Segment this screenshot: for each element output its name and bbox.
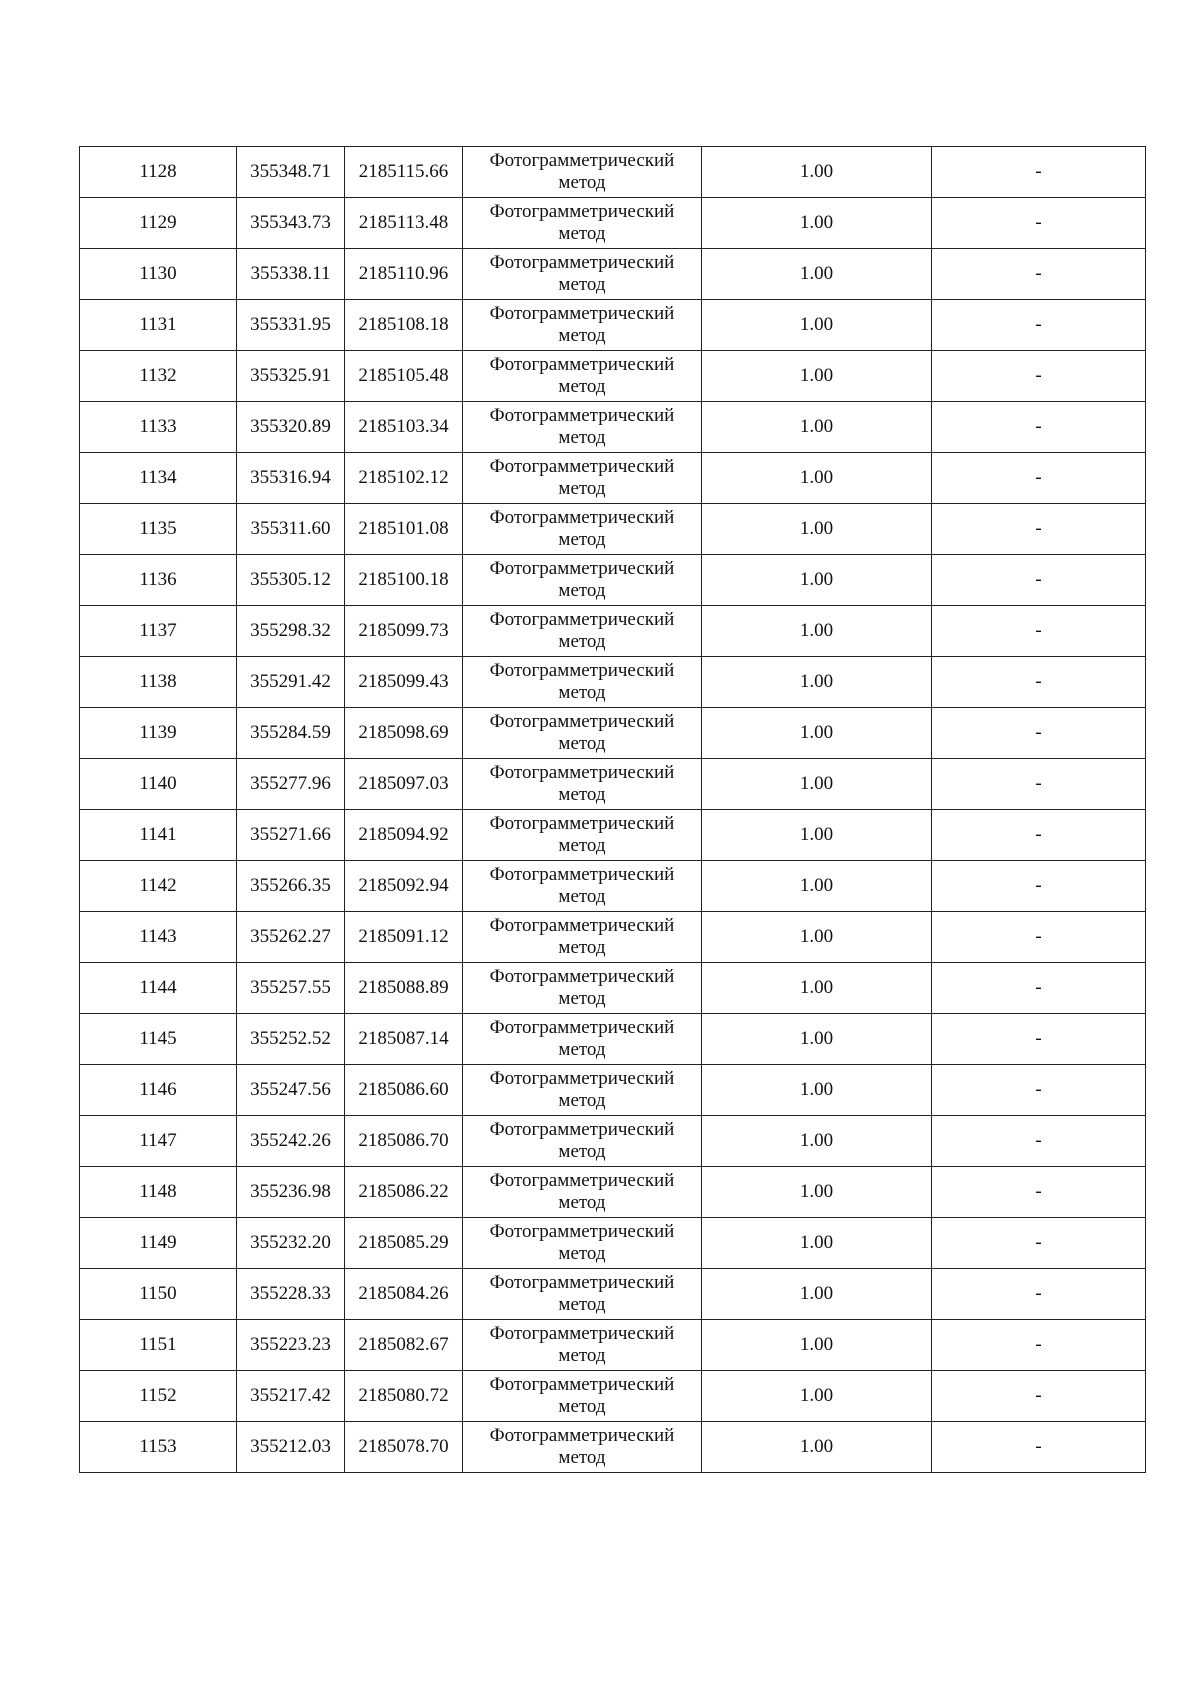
- table-row: [80, 402, 1146, 453]
- y-coordinate-cell: 2185086.70: [345, 1116, 463, 1167]
- table-row: [80, 300, 1146, 351]
- note-cell: -: [932, 1371, 1146, 1422]
- table-row: [80, 1422, 1146, 1473]
- table-row: [80, 147, 1146, 198]
- method-text-line2: метод: [558, 274, 606, 295]
- table-row: [80, 759, 1146, 810]
- method-text-line2: метод: [558, 631, 606, 652]
- method-text-line2: метод: [558, 733, 606, 754]
- y-coordinate-cell: 2185099.73: [345, 606, 463, 657]
- table-row: [80, 555, 1146, 606]
- method-cell: [463, 1014, 702, 1065]
- method-cell: [463, 708, 702, 759]
- accuracy-cell: 1.00: [702, 1269, 932, 1320]
- accuracy-cell: 1.00: [702, 606, 932, 657]
- x-coordinate-cell: 355228.33: [237, 1269, 345, 1320]
- y-coordinate-cell: 2185084.26: [345, 1269, 463, 1320]
- y-coordinate-cell: 2185113.48: [345, 198, 463, 249]
- point-number-cell: 1148: [80, 1167, 237, 1218]
- table-row: [80, 606, 1146, 657]
- point-number-cell: 1149: [80, 1218, 237, 1269]
- y-coordinate-cell: 2185101.08: [345, 504, 463, 555]
- accuracy-cell: 1.00: [702, 1167, 932, 1218]
- accuracy-cell: 1.00: [702, 1065, 932, 1116]
- table-row: [80, 1014, 1146, 1065]
- note-cell: -: [932, 1014, 1146, 1065]
- method-cell: [463, 810, 702, 861]
- x-coordinate-cell: 355242.26: [237, 1116, 345, 1167]
- table-row: [80, 657, 1146, 708]
- x-coordinate-cell: 355223.23: [237, 1320, 345, 1371]
- note-cell: -: [932, 453, 1146, 504]
- note-cell: -: [932, 1269, 1146, 1320]
- accuracy-cell: 1.00: [702, 300, 932, 351]
- accuracy-cell: 1.00: [702, 453, 932, 504]
- method-text-line1: Фотограмметрический: [489, 1170, 675, 1191]
- point-number-cell: 1143: [80, 912, 237, 963]
- table-row: [80, 453, 1146, 504]
- method-text-line2: метод: [558, 1243, 606, 1264]
- note-cell: -: [932, 1167, 1146, 1218]
- method-text-line1: Фотограмметрический: [489, 507, 675, 528]
- y-coordinate-cell: 2185082.67: [345, 1320, 463, 1371]
- note-cell: -: [932, 300, 1146, 351]
- note-cell: -: [932, 1320, 1146, 1371]
- method-text-line1: Фотограмметрический: [489, 252, 675, 273]
- y-coordinate-cell: 2185115.66: [345, 147, 463, 198]
- x-coordinate-cell: 355277.96: [237, 759, 345, 810]
- method-cell: [463, 1116, 702, 1167]
- point-number-cell: 1129: [80, 198, 237, 249]
- accuracy-cell: 1.00: [702, 1218, 932, 1269]
- y-coordinate-cell: 2185088.89: [345, 963, 463, 1014]
- point-number-cell: 1147: [80, 1116, 237, 1167]
- method-text-line2: метод: [558, 478, 606, 499]
- method-cell: [463, 300, 702, 351]
- point-number-cell: 1153: [80, 1422, 237, 1473]
- method-cell: [463, 1320, 702, 1371]
- x-coordinate-cell: 355316.94: [237, 453, 345, 504]
- method-cell: [463, 1422, 702, 1473]
- x-coordinate-cell: 355348.71: [237, 147, 345, 198]
- y-coordinate-cell: 2185086.60: [345, 1065, 463, 1116]
- method-cell: [463, 861, 702, 912]
- note-cell: -: [932, 147, 1146, 198]
- table-row: [80, 1371, 1146, 1422]
- x-coordinate-cell: 355217.42: [237, 1371, 345, 1422]
- point-number-cell: 1144: [80, 963, 237, 1014]
- point-number-cell: 1145: [80, 1014, 237, 1065]
- method-text-line2: метод: [558, 1090, 606, 1111]
- method-text-line2: метод: [558, 1294, 606, 1315]
- method-text-line1: Фотограмметрический: [489, 1323, 675, 1344]
- method-text-line1: Фотограмметрический: [489, 813, 675, 834]
- method-cell: [463, 249, 702, 300]
- method-text-line2: метод: [558, 529, 606, 550]
- x-coordinate-cell: 355271.66: [237, 810, 345, 861]
- y-coordinate-cell: 2185078.70: [345, 1422, 463, 1473]
- method-text-line1: Фотограмметрический: [489, 303, 675, 324]
- method-text-line2: метод: [558, 886, 606, 907]
- method-cell: [463, 657, 702, 708]
- coordinates-table: [79, 146, 1146, 1473]
- method-cell: [463, 1269, 702, 1320]
- method-text-line1: Фотограмметрический: [489, 762, 675, 783]
- x-coordinate-cell: 355311.60: [237, 504, 345, 555]
- method-text-line1: Фотограмметрический: [489, 1221, 675, 1242]
- method-text-line1: Фотограмметрический: [489, 1119, 675, 1140]
- point-number-cell: 1142: [80, 861, 237, 912]
- accuracy-cell: 1.00: [702, 198, 932, 249]
- method-text-line1: Фотограмметрический: [489, 456, 675, 477]
- accuracy-cell: 1.00: [702, 657, 932, 708]
- accuracy-cell: 1.00: [702, 963, 932, 1014]
- method-cell: [463, 351, 702, 402]
- method-text-line2: метод: [558, 223, 606, 244]
- method-text-line1: Фотограмметрический: [489, 1068, 675, 1089]
- method-text-line2: метод: [558, 580, 606, 601]
- method-cell: [463, 402, 702, 453]
- x-coordinate-cell: 355266.35: [237, 861, 345, 912]
- x-coordinate-cell: 355284.59: [237, 708, 345, 759]
- accuracy-cell: 1.00: [702, 1014, 932, 1065]
- x-coordinate-cell: 355320.89: [237, 402, 345, 453]
- method-text-line1: Фотограмметрический: [489, 660, 675, 681]
- method-text-line2: метод: [558, 682, 606, 703]
- point-number-cell: 1135: [80, 504, 237, 555]
- accuracy-cell: 1.00: [702, 1422, 932, 1473]
- x-coordinate-cell: 355236.98: [237, 1167, 345, 1218]
- accuracy-cell: 1.00: [702, 147, 932, 198]
- x-coordinate-cell: 355291.42: [237, 657, 345, 708]
- method-text-line2: метод: [558, 427, 606, 448]
- note-cell: -: [932, 657, 1146, 708]
- table-row: [80, 1065, 1146, 1116]
- point-number-cell: 1151: [80, 1320, 237, 1371]
- method-cell: [463, 147, 702, 198]
- y-coordinate-cell: 2185108.18: [345, 300, 463, 351]
- method-cell: [463, 504, 702, 555]
- x-coordinate-cell: 355343.73: [237, 198, 345, 249]
- y-coordinate-cell: 2185080.72: [345, 1371, 463, 1422]
- point-number-cell: 1141: [80, 810, 237, 861]
- method-text-line2: метод: [558, 784, 606, 805]
- note-cell: -: [932, 1422, 1146, 1473]
- method-text-line2: метод: [558, 1447, 606, 1468]
- y-coordinate-cell: 2185105.48: [345, 351, 463, 402]
- x-coordinate-cell: 355305.12: [237, 555, 345, 606]
- accuracy-cell: 1.00: [702, 402, 932, 453]
- point-number-cell: 1150: [80, 1269, 237, 1320]
- accuracy-cell: 1.00: [702, 810, 932, 861]
- accuracy-cell: 1.00: [702, 1320, 932, 1371]
- table-row: [80, 810, 1146, 861]
- point-number-cell: 1152: [80, 1371, 237, 1422]
- method-cell: [463, 1167, 702, 1218]
- x-coordinate-cell: 355262.27: [237, 912, 345, 963]
- accuracy-cell: 1.00: [702, 555, 932, 606]
- table-row: [80, 963, 1146, 1014]
- method-text-line1: Фотограмметрический: [489, 1425, 675, 1446]
- y-coordinate-cell: 2185100.18: [345, 555, 463, 606]
- y-coordinate-cell: 2185097.03: [345, 759, 463, 810]
- method-text-line1: Фотограмметрический: [489, 609, 675, 630]
- note-cell: -: [932, 402, 1146, 453]
- note-cell: -: [932, 963, 1146, 1014]
- table-row: [80, 1116, 1146, 1167]
- table-row: [80, 1218, 1146, 1269]
- method-text-line1: Фотограмметрический: [489, 150, 675, 171]
- point-number-cell: 1131: [80, 300, 237, 351]
- method-text-line2: метод: [558, 1192, 606, 1213]
- point-number-cell: 1146: [80, 1065, 237, 1116]
- table-row: [80, 1167, 1146, 1218]
- accuracy-cell: 1.00: [702, 759, 932, 810]
- note-cell: -: [932, 606, 1146, 657]
- method-cell: [463, 606, 702, 657]
- method-text-line2: метод: [558, 172, 606, 193]
- table-row: [80, 912, 1146, 963]
- method-text-line2: метод: [558, 835, 606, 856]
- accuracy-cell: 1.00: [702, 1116, 932, 1167]
- table-row: [80, 198, 1146, 249]
- note-cell: -: [932, 504, 1146, 555]
- x-coordinate-cell: 355338.11: [237, 249, 345, 300]
- table-row: [80, 1269, 1146, 1320]
- accuracy-cell: 1.00: [702, 912, 932, 963]
- note-cell: -: [932, 351, 1146, 402]
- point-number-cell: 1139: [80, 708, 237, 759]
- coordinates-table-body: [80, 147, 1146, 1473]
- method-text-line1: Фотограмметрический: [489, 864, 675, 885]
- note-cell: -: [932, 1116, 1146, 1167]
- method-text-line2: метод: [558, 937, 606, 958]
- note-cell: -: [932, 861, 1146, 912]
- method-text-line1: Фотограмметрический: [489, 354, 675, 375]
- point-number-cell: 1132: [80, 351, 237, 402]
- y-coordinate-cell: 2185099.43: [345, 657, 463, 708]
- method-text-line1: Фотограмметрический: [489, 201, 675, 222]
- y-coordinate-cell: 2185091.12: [345, 912, 463, 963]
- x-coordinate-cell: 355252.52: [237, 1014, 345, 1065]
- method-text-line1: Фотограмметрический: [489, 405, 675, 426]
- y-coordinate-cell: 2185098.69: [345, 708, 463, 759]
- method-cell: [463, 759, 702, 810]
- y-coordinate-cell: 2185086.22: [345, 1167, 463, 1218]
- method-cell: [463, 912, 702, 963]
- x-coordinate-cell: 355232.20: [237, 1218, 345, 1269]
- accuracy-cell: 1.00: [702, 861, 932, 912]
- method-text-line2: метод: [558, 988, 606, 1009]
- method-text-line2: метод: [558, 1141, 606, 1162]
- accuracy-cell: 1.00: [702, 1371, 932, 1422]
- x-coordinate-cell: 355212.03: [237, 1422, 345, 1473]
- method-cell: [463, 1371, 702, 1422]
- method-cell: [463, 453, 702, 504]
- x-coordinate-cell: 355247.56: [237, 1065, 345, 1116]
- table-row: [80, 1320, 1146, 1371]
- table-row: [80, 249, 1146, 300]
- note-cell: -: [932, 708, 1146, 759]
- y-coordinate-cell: 2185110.96: [345, 249, 463, 300]
- note-cell: -: [932, 759, 1146, 810]
- method-text-line2: метод: [558, 1396, 606, 1417]
- method-text-line1: Фотограмметрический: [489, 558, 675, 579]
- method-cell: [463, 198, 702, 249]
- y-coordinate-cell: 2185102.12: [345, 453, 463, 504]
- accuracy-cell: 1.00: [702, 351, 932, 402]
- y-coordinate-cell: 2185094.92: [345, 810, 463, 861]
- table-row: [80, 861, 1146, 912]
- method-text-line2: метод: [558, 325, 606, 346]
- method-text-line1: Фотограмметрический: [489, 1017, 675, 1038]
- note-cell: -: [932, 912, 1146, 963]
- accuracy-cell: 1.00: [702, 504, 932, 555]
- method-text-line1: Фотограмметрический: [489, 915, 675, 936]
- table-row: [80, 708, 1146, 759]
- point-number-cell: 1138: [80, 657, 237, 708]
- x-coordinate-cell: 355298.32: [237, 606, 345, 657]
- y-coordinate-cell: 2185087.14: [345, 1014, 463, 1065]
- x-coordinate-cell: 355257.55: [237, 963, 345, 1014]
- point-number-cell: 1128: [80, 147, 237, 198]
- method-cell: [463, 555, 702, 606]
- table-row: [80, 351, 1146, 402]
- method-text-line1: Фотограмметрический: [489, 966, 675, 987]
- point-number-cell: 1130: [80, 249, 237, 300]
- table-row: [80, 504, 1146, 555]
- accuracy-cell: 1.00: [702, 708, 932, 759]
- note-cell: -: [932, 198, 1146, 249]
- method-cell: [463, 1218, 702, 1269]
- note-cell: -: [932, 249, 1146, 300]
- point-number-cell: 1137: [80, 606, 237, 657]
- method-text-line2: метод: [558, 1345, 606, 1366]
- method-text-line1: Фотограмметрический: [489, 711, 675, 732]
- point-number-cell: 1136: [80, 555, 237, 606]
- method-text-line1: Фотограмметрический: [489, 1272, 675, 1293]
- y-coordinate-cell: 2185103.34: [345, 402, 463, 453]
- y-coordinate-cell: 2185092.94: [345, 861, 463, 912]
- accuracy-cell: 1.00: [702, 249, 932, 300]
- point-number-cell: 1134: [80, 453, 237, 504]
- y-coordinate-cell: 2185085.29: [345, 1218, 463, 1269]
- point-number-cell: 1133: [80, 402, 237, 453]
- method-text-line2: метод: [558, 1039, 606, 1060]
- x-coordinate-cell: 355325.91: [237, 351, 345, 402]
- note-cell: -: [932, 1218, 1146, 1269]
- method-text-line2: метод: [558, 376, 606, 397]
- note-cell: -: [932, 810, 1146, 861]
- method-text-line1: Фотограмметрический: [489, 1374, 675, 1395]
- method-cell: [463, 963, 702, 1014]
- x-coordinate-cell: 355331.95: [237, 300, 345, 351]
- method-cell: [463, 1065, 702, 1116]
- point-number-cell: 1140: [80, 759, 237, 810]
- note-cell: -: [932, 1065, 1146, 1116]
- note-cell: -: [932, 555, 1146, 606]
